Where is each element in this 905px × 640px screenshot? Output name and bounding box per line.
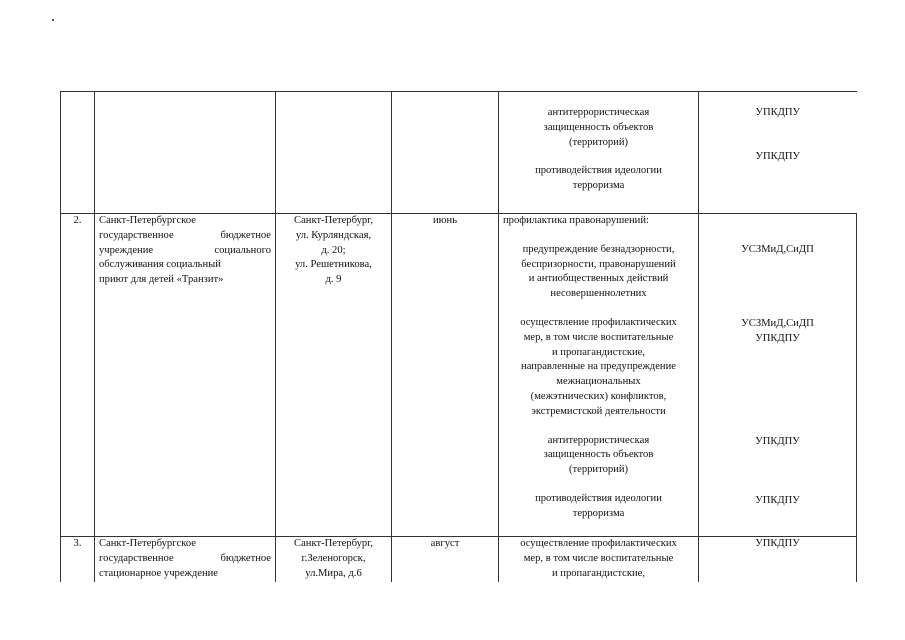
activity-item: антитеррористическая защищенность объектов (территорий) bbox=[543, 434, 654, 476]
activity-item: предупреждение безнадзорности, беспризорности, правонарушений и антиобщественных действий несовершеннолетних bbox=[521, 243, 676, 300]
row-number: 3. bbox=[61, 537, 95, 582]
address: Санкт-Петербург, ул. Курляндская, д. 20; ул. Решетникова, д. 9 bbox=[276, 214, 392, 537]
row-number bbox=[61, 92, 95, 214]
month bbox=[392, 92, 499, 214]
table-row bbox=[61, 214, 857, 537]
activity-item: противодействия идеологии терроризма bbox=[535, 492, 662, 519]
responsible bbox=[699, 92, 857, 214]
address: Санкт-Петербург, г.Зеленогорск, ул.Мира, д.6 bbox=[276, 537, 392, 582]
responsible-item: УПКДПУ bbox=[755, 150, 801, 162]
activity-item: антитеррористическая защищенность объектов (территорий) bbox=[543, 107, 654, 148]
activity-heading: профилактика правонарушений: bbox=[503, 215, 649, 226]
activities bbox=[499, 92, 699, 214]
responsible-item: УПКДПУ bbox=[755, 538, 800, 549]
responsible-item: УСЗМиД,СиДП УПКДПУ bbox=[741, 317, 814, 344]
activity-item: осуществление профилактических мер, в том числе воспитательные и пропагандистские, направленные на предупреждение межнациональных (межэтнических) конфликтов, экстремистской деятельности bbox=[520, 316, 677, 417]
activity-item: противодействия идеологии терроризма bbox=[535, 165, 662, 192]
responsible bbox=[699, 537, 857, 582]
responsible-item: УСЗМиД,СиДП bbox=[741, 244, 814, 255]
responsible-item: УПКДПУ bbox=[755, 495, 800, 507]
scan-speck bbox=[52, 19, 54, 21]
table-row bbox=[61, 92, 857, 214]
institution-name: Санкт-Петербургское государственное бюджетное стационарное учреждение bbox=[95, 537, 276, 582]
table-row bbox=[61, 537, 857, 582]
responsible bbox=[699, 214, 857, 537]
responsible-item: УПКДПУ bbox=[755, 436, 800, 448]
month: август bbox=[392, 537, 499, 582]
activities bbox=[499, 537, 699, 582]
institution-name: Санкт-Петербургское государственное бюджетное учреждение социального обслуживания социальный приют для детей «Транзит» bbox=[95, 214, 276, 537]
plan-table bbox=[60, 91, 857, 582]
address bbox=[276, 92, 392, 214]
row-number: 2. bbox=[61, 214, 95, 537]
activity-item: осуществление профилактических мер, в том числе воспитательные и пропагандистские, bbox=[520, 538, 677, 579]
institution-name bbox=[95, 92, 276, 214]
responsible-item: УПКДПУ bbox=[755, 107, 801, 118]
activities bbox=[499, 214, 699, 537]
month: июнь bbox=[392, 214, 499, 537]
